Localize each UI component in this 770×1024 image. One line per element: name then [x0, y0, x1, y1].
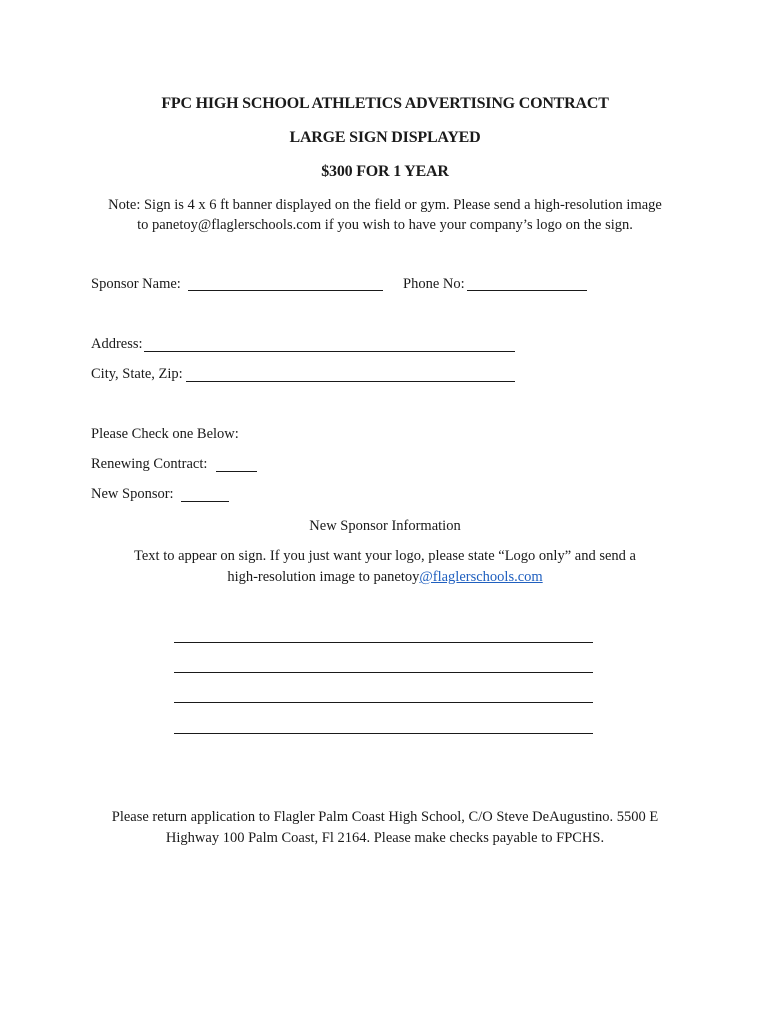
renewing-contract-checkbox[interactable] — [216, 471, 257, 472]
return-instructions-line-1: Please return application to Flagler Palm Coast High School, C/O Steve DeAugustino. 5500 E — [111, 809, 659, 825]
city-state-zip-label: City, State, Zip: — [91, 366, 183, 382]
instruction-text: high-resolution image to panetoy — [227, 569, 420, 585]
phone-field[interactable] — [467, 290, 587, 291]
city-state-zip-field[interactable] — [186, 381, 515, 382]
document-title: FPC HIGH SCHOOL ATHLETICS ADVERTISING CONTRACT — [161, 95, 609, 112]
sponsor-name-field[interactable] — [188, 290, 383, 291]
new-sponsor-info-heading: New Sponsor Information — [309, 518, 461, 534]
sign-text-line-4[interactable] — [174, 733, 593, 734]
renewing-contract-label: Renewing Contract: — [91, 456, 208, 472]
phone-label: Phone No: — [403, 276, 465, 292]
note-line-2: to panetoy@flaglerschools.com if you wish to have your company’s logo on the sign. — [137, 217, 633, 233]
sponsor-name-label: Sponsor Name: — [91, 276, 181, 292]
check-prompt: Please Check one Below: — [91, 426, 239, 442]
note-line-1: Note: Sign is 4 x 6 ft banner displayed on the field or gym. Please send a high-resolution image — [108, 197, 662, 213]
new-sponsor-label: New Sponsor: — [91, 486, 174, 502]
sign-text-line-2[interactable] — [174, 672, 593, 673]
email-link[interactable]: @flaglerschools.com — [419, 569, 543, 585]
price-heading: $300 FOR 1 YEAR — [321, 163, 449, 180]
sign-text-instruction-line-1: Text to appear on sign. If you just want your logo, please state “Logo only” and send a — [134, 548, 636, 564]
return-instructions-line-2: Highway 100 Palm Coast, Fl 2164. Please make checks payable to FPCHS. — [165, 830, 605, 846]
address-label: Address: — [91, 336, 143, 352]
new-sponsor-checkbox[interactable] — [181, 501, 229, 502]
document-subtitle: LARGE SIGN DISPLAYED — [289, 129, 481, 146]
sign-text-instruction-line-2 — [0, 567, 770, 587]
sign-text-line-3[interactable] — [174, 702, 593, 703]
address-field[interactable] — [144, 351, 515, 352]
sign-text-line-1[interactable] — [174, 642, 593, 643]
